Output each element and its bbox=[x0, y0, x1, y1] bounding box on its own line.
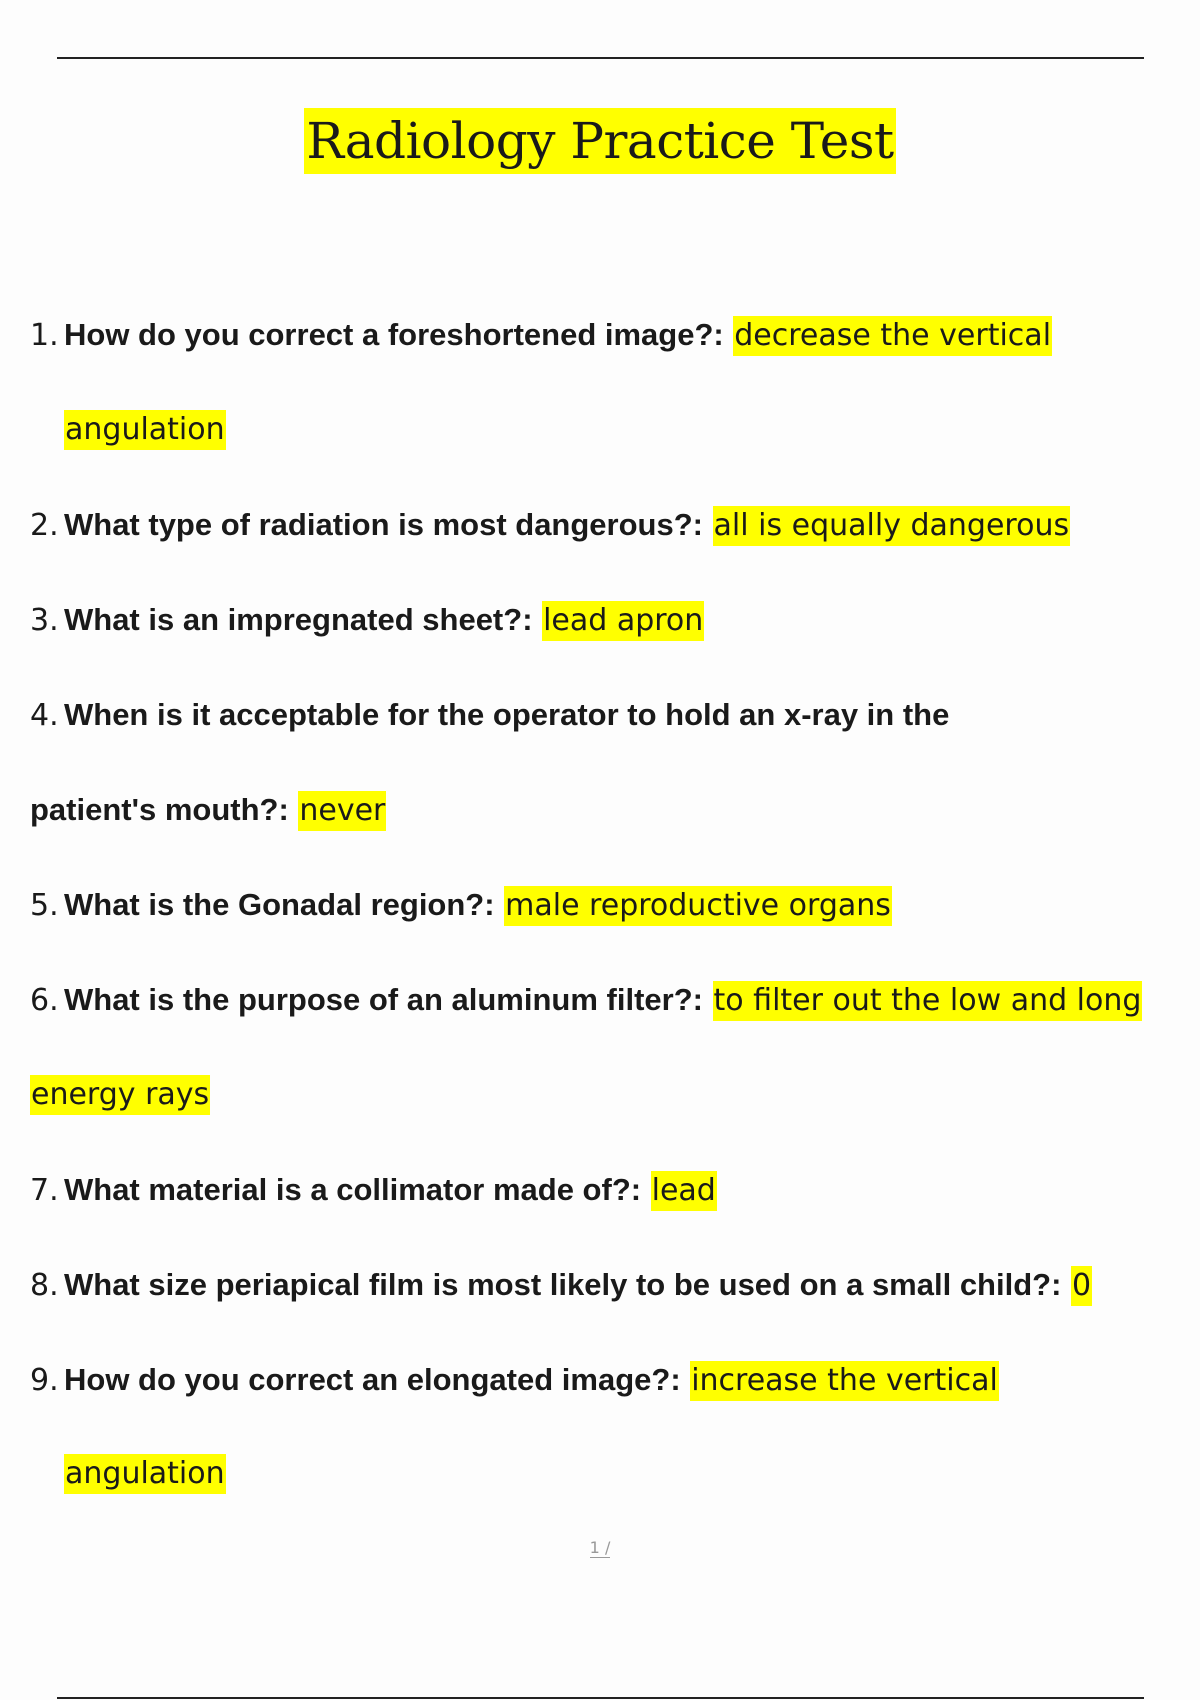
question-text: How do you correct an elongated image?: bbox=[64, 1362, 681, 1397]
question-text: What material is a collimator made of?: bbox=[64, 1172, 642, 1207]
top-rule bbox=[57, 57, 1144, 59]
question-text: What is the purpose of an aluminum filter?: bbox=[64, 982, 703, 1017]
question-9 bbox=[30, 1358, 999, 1402]
answer-text: male reproductive organs bbox=[504, 886, 892, 926]
answer-text: to filter out the low and long bbox=[713, 981, 1143, 1021]
answer-text: lead apron bbox=[542, 601, 704, 641]
question-4-continuation bbox=[30, 788, 386, 832]
question-text: When is it acceptable for the operator to hold an x-ray in the bbox=[64, 697, 950, 732]
question-6-continuation bbox=[30, 1073, 210, 1117]
question-number: 6. bbox=[30, 983, 59, 1018]
question-text: patient's mouth?: bbox=[30, 792, 289, 827]
question-text: What type of radiation is most dangerous?: bbox=[64, 507, 703, 542]
question-3 bbox=[30, 598, 704, 642]
question-number: 2. bbox=[30, 508, 59, 543]
bottom-rule bbox=[57, 1697, 1144, 1699]
answer-text: energy rays bbox=[30, 1075, 210, 1115]
page-number bbox=[0, 1538, 1200, 1557]
question-number: 8. bbox=[30, 1268, 59, 1303]
question-1 bbox=[30, 313, 1052, 357]
question-number: 4. bbox=[30, 698, 59, 733]
question-4 bbox=[30, 693, 949, 737]
question-number: 7. bbox=[30, 1173, 59, 1208]
answer-text: angulation bbox=[64, 1454, 226, 1494]
question-text: What is an impregnated sheet?: bbox=[64, 602, 533, 637]
question-6 bbox=[30, 978, 1142, 1022]
answer-text: all is equally dangerous bbox=[713, 506, 1071, 546]
question-text: What is the Gonadal region?: bbox=[64, 887, 495, 922]
answer-text: lead bbox=[651, 1171, 717, 1211]
question-5 bbox=[30, 883, 892, 927]
question-text: What size periapical film is most likely to be used on a small child?: bbox=[64, 1267, 1062, 1302]
question-8 bbox=[30, 1263, 1092, 1307]
answer-text: increase the vertical bbox=[690, 1361, 999, 1401]
question-9-continuation bbox=[64, 1452, 226, 1496]
question-number: 3. bbox=[30, 603, 59, 638]
question-number: 9. bbox=[30, 1363, 59, 1398]
question-7 bbox=[30, 1168, 717, 1212]
question-2 bbox=[30, 503, 1070, 547]
title-container bbox=[0, 108, 1200, 174]
answer-text: never bbox=[298, 791, 386, 831]
answer-text: decrease the vertical bbox=[733, 316, 1052, 356]
question-1-continuation bbox=[64, 408, 226, 452]
answer-text: angulation bbox=[64, 410, 226, 450]
page-number-text: 1 / bbox=[589, 1538, 611, 1557]
answer-text: 0 bbox=[1071, 1266, 1092, 1306]
question-number: 5. bbox=[30, 888, 59, 923]
question-number: 1. bbox=[30, 318, 59, 353]
page-title: Radiology Practice Test bbox=[304, 108, 895, 174]
question-text: How do you correct a foreshortened image?: bbox=[64, 317, 724, 352]
